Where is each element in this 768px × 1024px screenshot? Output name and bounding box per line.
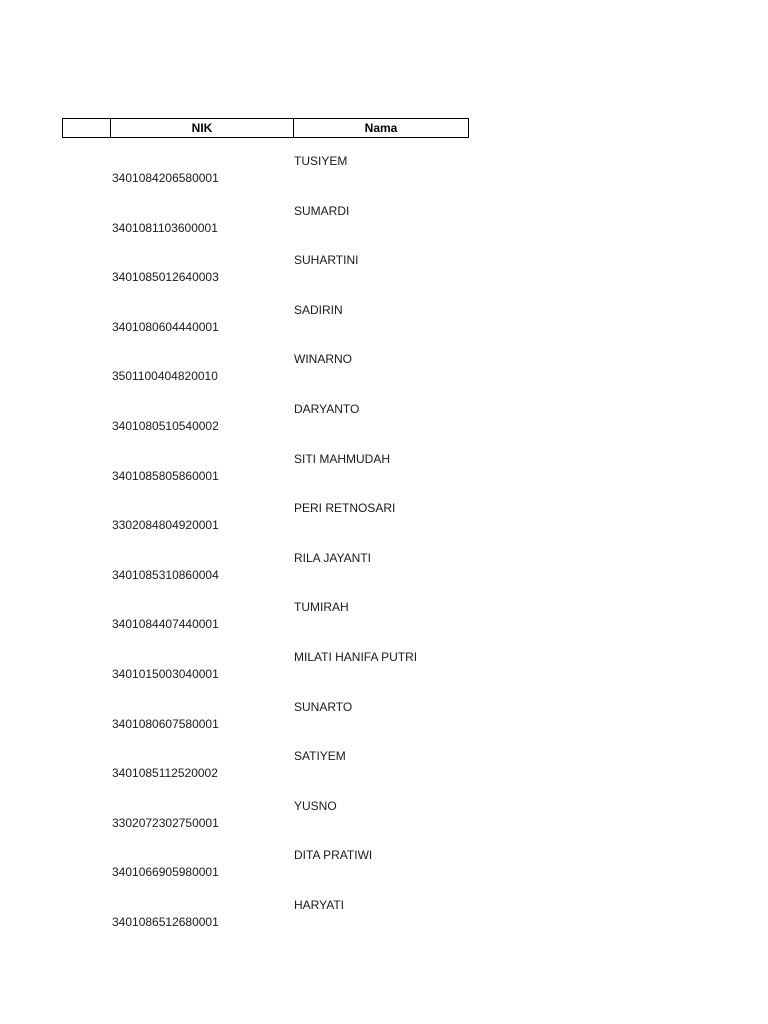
- table-row: [0, 551, 768, 601]
- row-nik: 3401084206580001: [112, 171, 219, 185]
- row-nama: DITA PRATIWI: [294, 848, 373, 863]
- row-nama: SUNARTO: [294, 699, 353, 714]
- row-nik: 3401084407440001: [112, 617, 219, 632]
- table-row: [0, 154, 768, 204]
- row-nik: 3401015003040001: [112, 667, 219, 681]
- table-row: [0, 799, 768, 849]
- row-nik: 3401080604440001: [112, 319, 219, 334]
- row-nama: MILATI HANIFA PUTRI: [294, 650, 418, 664]
- row-nik: 3401086512680001: [112, 915, 219, 929]
- row-nik: 3401080510540002: [112, 419, 219, 433]
- row-nama: TUSIYEM: [294, 154, 348, 168]
- table-row: [0, 700, 768, 750]
- table-row: [0, 898, 768, 948]
- table-row: [0, 253, 768, 303]
- table-row: [0, 749, 768, 799]
- header-cell-nik: NIK: [111, 119, 294, 137]
- row-nama: PERI RETNOSARI: [294, 501, 396, 516]
- row-nik: 3401081103600001: [112, 220, 218, 235]
- row-nik: 3401085112520002: [112, 766, 218, 781]
- row-nama: SATIYEM: [294, 749, 346, 764]
- table-row: [0, 352, 768, 402]
- row-nama: RILA JAYANTI: [294, 550, 371, 565]
- row-nik: 3401085012640003: [112, 270, 219, 285]
- table-row: [0, 402, 768, 452]
- row-nik: 3302072302750001: [112, 815, 219, 830]
- row-nik: 3401085310860004: [112, 567, 219, 582]
- row-nama: SADIRIN: [294, 302, 343, 317]
- table-row: [0, 452, 768, 502]
- table-row: [0, 204, 768, 254]
- table-row: [0, 303, 768, 353]
- row-nama: HARYATI: [294, 898, 345, 912]
- row-nama: SUMARDI: [294, 203, 350, 218]
- row-nama: SUHARTINI: [294, 253, 359, 268]
- row-nama: DARYANTO: [294, 402, 360, 416]
- header-cell-nama: Nama: [364, 121, 398, 135]
- row-nama: TUMIRAH: [294, 600, 349, 615]
- row-nik: 3501100404820010: [112, 369, 218, 384]
- row-nik: 3302084804920001: [112, 518, 219, 533]
- row-nik: 3401066905980001: [112, 865, 219, 880]
- row-nik: 3401080607580001: [112, 716, 219, 731]
- table-row: [0, 600, 768, 650]
- row-nama: WINARNO: [294, 352, 352, 367]
- row-nama: SITI MAHMUDAH: [294, 451, 390, 466]
- row-nama: YUSNO: [294, 798, 337, 813]
- table-row: [0, 501, 768, 551]
- row-nik: 3401085805860001: [112, 468, 219, 483]
- table-row: [0, 650, 768, 700]
- table-row: [0, 848, 768, 898]
